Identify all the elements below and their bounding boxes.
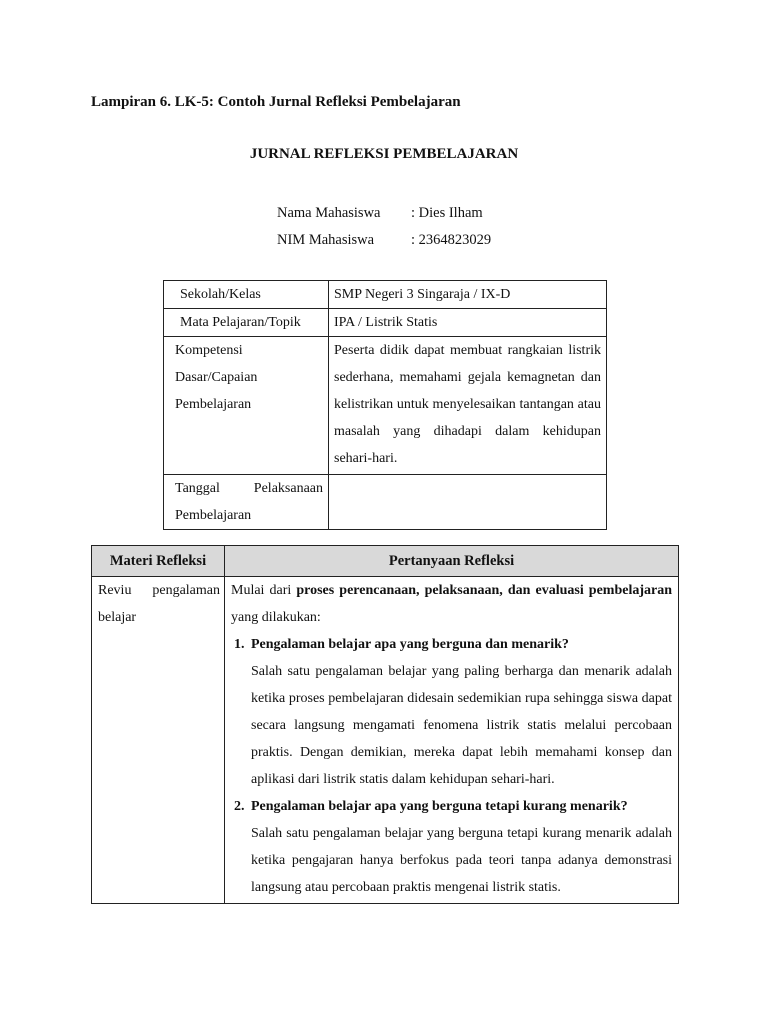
reflection-table (91, 545, 679, 904)
header-material: Materi Refleksi (92, 546, 225, 577)
student-nim-label: NIM Mahasiswa (277, 232, 375, 248)
school-label: Sekolah/Kelas (164, 281, 329, 309)
student-name-label: Nama Mahasiswa (277, 205, 381, 221)
student-identity (277, 200, 491, 254)
question-cell (225, 577, 679, 904)
table-row (164, 309, 607, 337)
table-row (164, 475, 607, 530)
student-nim-value: : 2364823029 (411, 232, 492, 248)
table-row (164, 281, 607, 309)
answer-2: Salah satu pengalaman belajar yang berguna tetapi kurang menarik adalah ketika pengajaran hanya berfokus pada teori tanpa adanya demonstrasi langsung atau percobaan praktis mengenai listrik statis. (251, 826, 672, 895)
question-text: Pengalaman belajar apa yang berguna tetapi kurang menarik? (251, 799, 628, 814)
competency-value: Peserta didik dapat membuat rangkaian listrik sederhana, memahami gejala kemagnetan dan kelistrikan untuk menyelesaikan tantangan atau masalah yang dihadapi dalam kehidupan sehari-hari. (329, 337, 607, 475)
question-1 (234, 631, 672, 658)
competency-label-line: Kompetensi (175, 343, 243, 358)
subject-value: IPA / Listrik Statis (329, 309, 607, 337)
material-line: belajar (98, 610, 137, 625)
appendix-title: Lampiran 6. LK-5: Contoh Jurnal Refleksi Pembelajaran (91, 94, 461, 110)
table-header-row (92, 546, 679, 577)
intro-lead: Mulai dari (231, 583, 292, 598)
table-row (164, 337, 607, 475)
question-2 (234, 793, 672, 820)
student-name-value: : Dies Ilham (411, 205, 483, 221)
competency-label-line: Dasar/Capaian (175, 370, 258, 385)
student-name-row (277, 200, 491, 227)
question-text: Pengalaman belajar apa yang berguna dan menarik? (251, 637, 569, 652)
date-label (164, 475, 329, 530)
intro-bold: proses perencanaan, pelaksanaan, dan evaluasi pembelajaran (296, 583, 672, 598)
answer-1: Salah satu pengalaman belajar yang paling berharga dan menarik adalah ketika proses pembelajaran didesain sedemikian rupa sehingga siswa dapat secara langsung mengamati fenomena listrik statis melalui percobaan praktis. Dengan demikian, mereka dapat lebih memahami konsep dan aplikasi dari listrik statis dalam kehidupan sehari-hari. (251, 664, 672, 787)
table-row (92, 577, 679, 904)
journal-title: JURNAL REFLEKSI PEMBELAJARAN (249, 146, 519, 162)
learning-info-table (163, 280, 607, 530)
material-line: Reviu pengalaman (98, 583, 220, 598)
question-number: 2. (234, 799, 245, 814)
question-number: 1. (234, 637, 245, 652)
competency-label (164, 337, 329, 475)
school-value: SMP Negeri 3 Singaraja / IX-D (329, 281, 607, 309)
date-label-line: Pembelajaran (175, 508, 252, 523)
competency-label-line: Pembelajaran (175, 397, 252, 412)
intro-tail: yang dilakukan: (231, 610, 321, 625)
subject-label: Mata Pelajaran/Topik (164, 309, 329, 337)
date-label-line: Tanggal Pelaksanaan (175, 481, 323, 496)
date-value (329, 475, 607, 530)
header-question: Pertanyaan Refleksi (225, 546, 679, 577)
student-nim-row (277, 227, 491, 254)
material-cell (92, 577, 225, 904)
intro-paragraph (231, 577, 672, 631)
